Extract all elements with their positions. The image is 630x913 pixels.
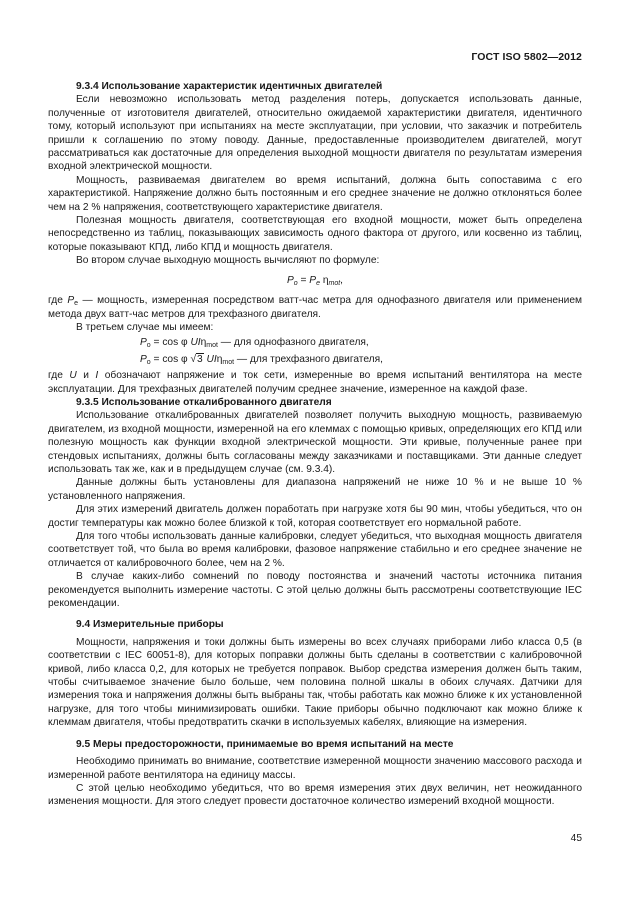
s935-paragraph-4: Для того чтобы использовать данные калибровки, следует убедиться, что выходная мощность двигателя соответствует той, что была во время калибровки, фазовое напряжение стабильно и его среднее значение не отличается от калибровочного более, чем на 2 %. xyxy=(48,531,582,569)
s935-paragraph-3: Для этих измерений двигатель должен поработать при нагрузке хотя бы 90 мин, чтобы убедиться, что он достиг температуры как можно более близкой к той, которая соответствует его нормальной работе. xyxy=(48,504,582,529)
sqrt-symbol: √3 xyxy=(190,353,203,365)
section-9-4-title: 9.4 Измерительные приборы xyxy=(76,619,224,631)
formula-output-power: $P_o = P_e$ $\eta_{mot}$, xyxy=(286,274,344,287)
s934-paragraph-3: Полезная мощность двигателя, соответствующая его входной мощности, может быть определена непосредственно из таблиц, показывающих зависимость одного фактора от другого, или косвенно из таблиц, которые показывают КПД, либо КПД и мощность двигателя. xyxy=(48,215,582,253)
s934-paragraph-4: Во втором случае выходную мощность вычисляют по формуле: xyxy=(76,255,380,267)
section-9-3-5-title: 9.3.5 Использование откалиброванного двигателя xyxy=(76,396,332,408)
s934-paragraph-2: Мощность, развиваемая двигателем во время испытаний, должна быть сопоставима с его характеристикой. Напряжение должно быть постоянным и его среднее значение не должно отклоняться более чем на 2 % напряжения, соответствующего характеристике двигателя. xyxy=(48,174,582,213)
section-9-5-title: 9.5 Меры предосторожности, принимаемые во время испытаний на месте xyxy=(76,738,454,750)
document-header: ГОСТ ISO 5802—2012 xyxy=(471,51,582,63)
s935-paragraph-5: В случае каких-либо сомнений по поводу постоянства и значений частоты источника питания рекомендуется выполнить измерение частоты. С этой целью должны быть рассмотрены соответствующие IEC рекомендации. xyxy=(48,571,582,610)
section-9-3-4-title: 9.3.4 Использование характеристик идентичных двигателей xyxy=(76,81,383,92)
s934-paragraph-7: где U и I обозначают напряжение и ток сети, измеренные во время испытаний вентилятора на месте эксплуатации. Для трехфазных двигателей получим среднее значение, измеренное на каждой фазе. xyxy=(48,370,583,395)
s934-paragraph-1: Если невозможно использовать метод разделения потерь, допускается использовать данные, полученные от изготовителя двигателей, относительно ожидаемой характеристики двигателя, идентичного тому, который используют при испытаниях на месте эксплуатации, при условии, что заказчик и потребитель пришли к соглашению по этому поводу. Данные, предоставленные производителем двигателей, могут рассматриваться как достаточные для определения выходной мощности двигателя по результатам измерения входной электрической мощности. xyxy=(48,94,582,173)
formula-three-phase: $P_o = \cos \varphi$ √3 UIη$_{mot}$ — для трехфазного двигателя, xyxy=(140,353,383,366)
s934-paragraph-5: где $P_e$ — мощность, измеренная посредством ватт-час метра для однофазного двигателя или применением метода двух ватт-час метров для трехфазного двигателя. xyxy=(48,295,582,320)
s94-paragraph-1: Мощности, напряжения и токи должны быть измерены во всех случаях приборами либо класса 0,5 (в соответствии с IEC 60051-8), для которых поправки должны быть сделаны в соответствии с калибровочной кривой, либо класса 0,2, для которых не требуется поправок. Выбор средства измерения должен быть таким, чтобы считываемое значение было больше, чем половина полной шкалы в обоих случаях. Датчики для измерения тока и напряжения должны быть выбраны так, чтобы работать как можно ближе к их установленной нагрузке, для того чтобы минимизировать ошибки. Такие приборы обычно подключают как можно ближе к клеммам двигателя, чтобы предотвратить скачки в используемых кабелях, влияющие на измерения. xyxy=(48,636,582,729)
document-body xyxy=(48,80,582,809)
formula-single-phase: $P_o = \cos \varphi$ UIη$_{mot}$ — для однофазного двигателя, xyxy=(140,337,369,350)
page-number: 45 xyxy=(570,833,582,844)
s934-paragraph-6: В третьем случае мы имеем: xyxy=(76,321,214,333)
s935-paragraph-2: Данные должны быть установлены для диапазона напряжений не ниже 10 % и не выше 10 % установленного напряжения. xyxy=(48,477,582,502)
s95-paragraph-2: С этой целью необходимо убедиться, что во время измерения этих двух величин, нет неожиданного изменения мощности. Для этого следует провести достаточное количество измерений входной мощности. xyxy=(48,782,582,808)
s935-paragraph-1: Использование откалиброванных двигателей позволяет получить выходную мощность, развиваемую двигателем, из входной мощности, измеренной на его клеммах с помощью кривых, определяющих его КПД или полезную мощность как функции входной электрической мощности. Эти кривые, полученные ранее при стендовых испытаниях, должны быть согласованы между заказчиками и поставщиками. Эти данные следует использовать так же, как и в предыдущем случае (см. 9.3.4). xyxy=(48,410,582,475)
s95-paragraph-1: Необходимо принимать во внимание, соответствие измеренной мощности значению массового расхода и измеренной работе вентилятора на единицу массы. xyxy=(48,756,582,781)
